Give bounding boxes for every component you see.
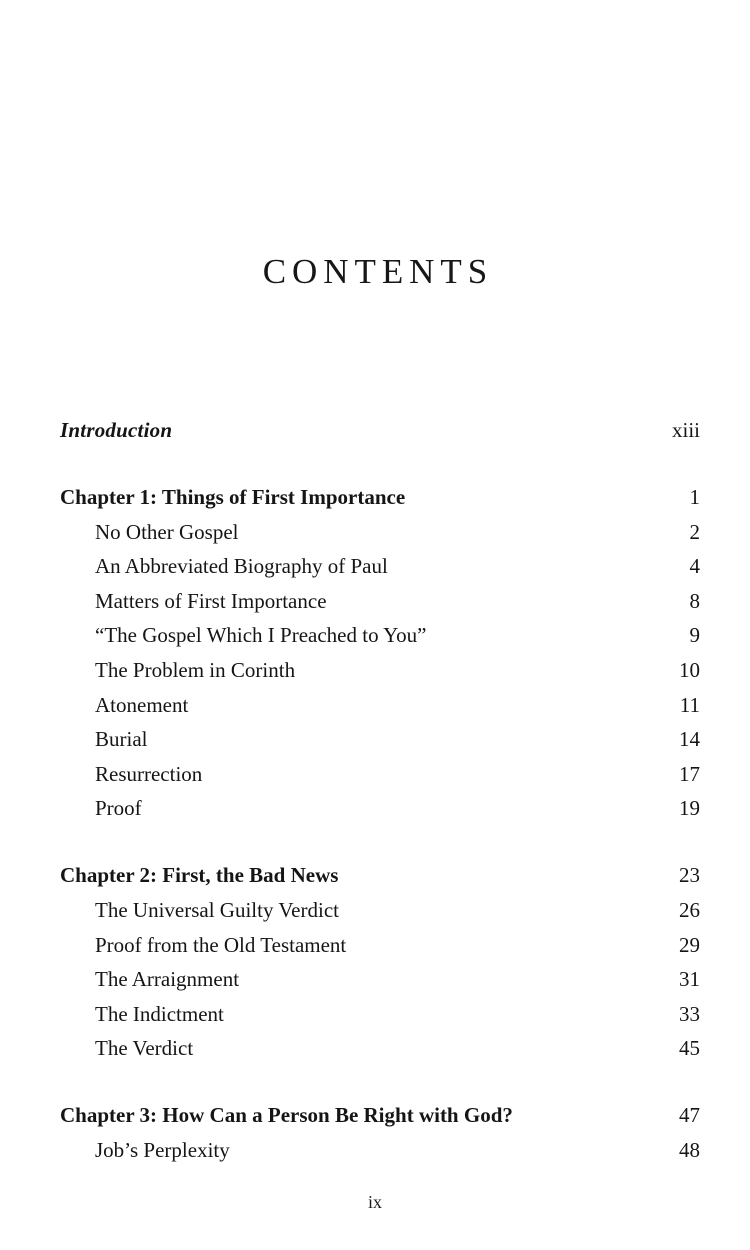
toc-entry-label: Introduction (60, 418, 173, 442)
toc-entry-page-number: 19 (679, 796, 700, 821)
toc-entry (60, 997, 700, 1032)
toc-entry (60, 515, 700, 550)
toc-entry-label: The Indictment (95, 1001, 224, 1026)
toc-entry-page-number: 26 (679, 897, 700, 922)
toc-entry (60, 858, 700, 893)
toc-entry-page-number: 48 (679, 1137, 700, 1162)
toc-entry (60, 722, 700, 757)
toc-entry-label: Proof (95, 796, 142, 821)
toc-entry-label: Chapter 3: How Can a Person Be Right with God? (60, 1103, 513, 1128)
toc-entry-page-number: 31 (679, 967, 700, 992)
toc-entry (60, 1133, 700, 1168)
toc-entry (60, 480, 700, 515)
toc-entry-page-number: 4 (689, 554, 700, 579)
toc-entry-label: Burial (95, 727, 148, 752)
toc-entry-label: Resurrection (95, 761, 203, 786)
folio-page-number: ix (367, 1192, 382, 1212)
toc-entry-label: Chapter 2: First, the Bad News (60, 863, 339, 888)
toc-entry (60, 618, 700, 653)
toc-entry (60, 928, 700, 963)
toc-entry-label: The Problem in Corinth (95, 657, 296, 682)
toc-entry (60, 1098, 700, 1133)
toc-entry-label: An Abbreviated Biography of Paul (95, 554, 388, 579)
toc-entry (60, 1031, 700, 1066)
toc-entry-page-number: 9 (689, 623, 700, 648)
toc-entry-label: The Arraignment (95, 967, 240, 992)
toc-entry-page-number: 45 (679, 1036, 700, 1061)
toc-entry-label: Chapter 1: Things of First Importance (60, 484, 406, 509)
toc-entry-label: The Verdict (95, 1036, 194, 1061)
toc-entry-label: Job’s Perplexity (95, 1137, 230, 1162)
toc-entry-page-number: 2 (689, 519, 700, 544)
toc-entry-page-number: 29 (679, 932, 700, 957)
toc-entry-page-number: 10 (679, 657, 700, 682)
toc-entry-page-number: 1 (689, 484, 700, 509)
toc-entry (60, 584, 700, 619)
toc-entry-label: “The Gospel Which I Preached to You” (95, 623, 427, 648)
toc-entry-label: The Universal Guilty Verdict (95, 897, 339, 922)
toc-entry (60, 653, 700, 688)
toc-entry-page-number: 11 (679, 692, 700, 717)
toc-entry-page-number: 33 (679, 1001, 700, 1026)
toc-entry-label: Atonement (95, 692, 189, 717)
toc-entry-page-number: 47 (679, 1103, 700, 1128)
toc-entry-page-number: 17 (679, 761, 700, 786)
toc-entry (60, 962, 700, 997)
toc-entry-page-number: xiii (671, 418, 700, 442)
toc-entry-page-number: 8 (689, 588, 700, 613)
toc-entry-page-number: 23 (679, 863, 700, 888)
table-of-contents (60, 413, 700, 1167)
toc-entry (60, 549, 700, 584)
toc-entry (60, 791, 700, 826)
toc-entry-label: No Other Gospel (95, 519, 239, 544)
toc-entry-page-number: 14 (679, 727, 700, 752)
toc-entry (60, 893, 700, 928)
toc-entry-label: Proof from the Old Testament (95, 932, 347, 957)
toc-entry (60, 757, 700, 792)
toc-entry (60, 688, 700, 723)
toc-entry (60, 413, 700, 448)
toc-entry-label: Matters of First Importance (95, 588, 327, 613)
page-title: CONTENTS (262, 252, 494, 291)
